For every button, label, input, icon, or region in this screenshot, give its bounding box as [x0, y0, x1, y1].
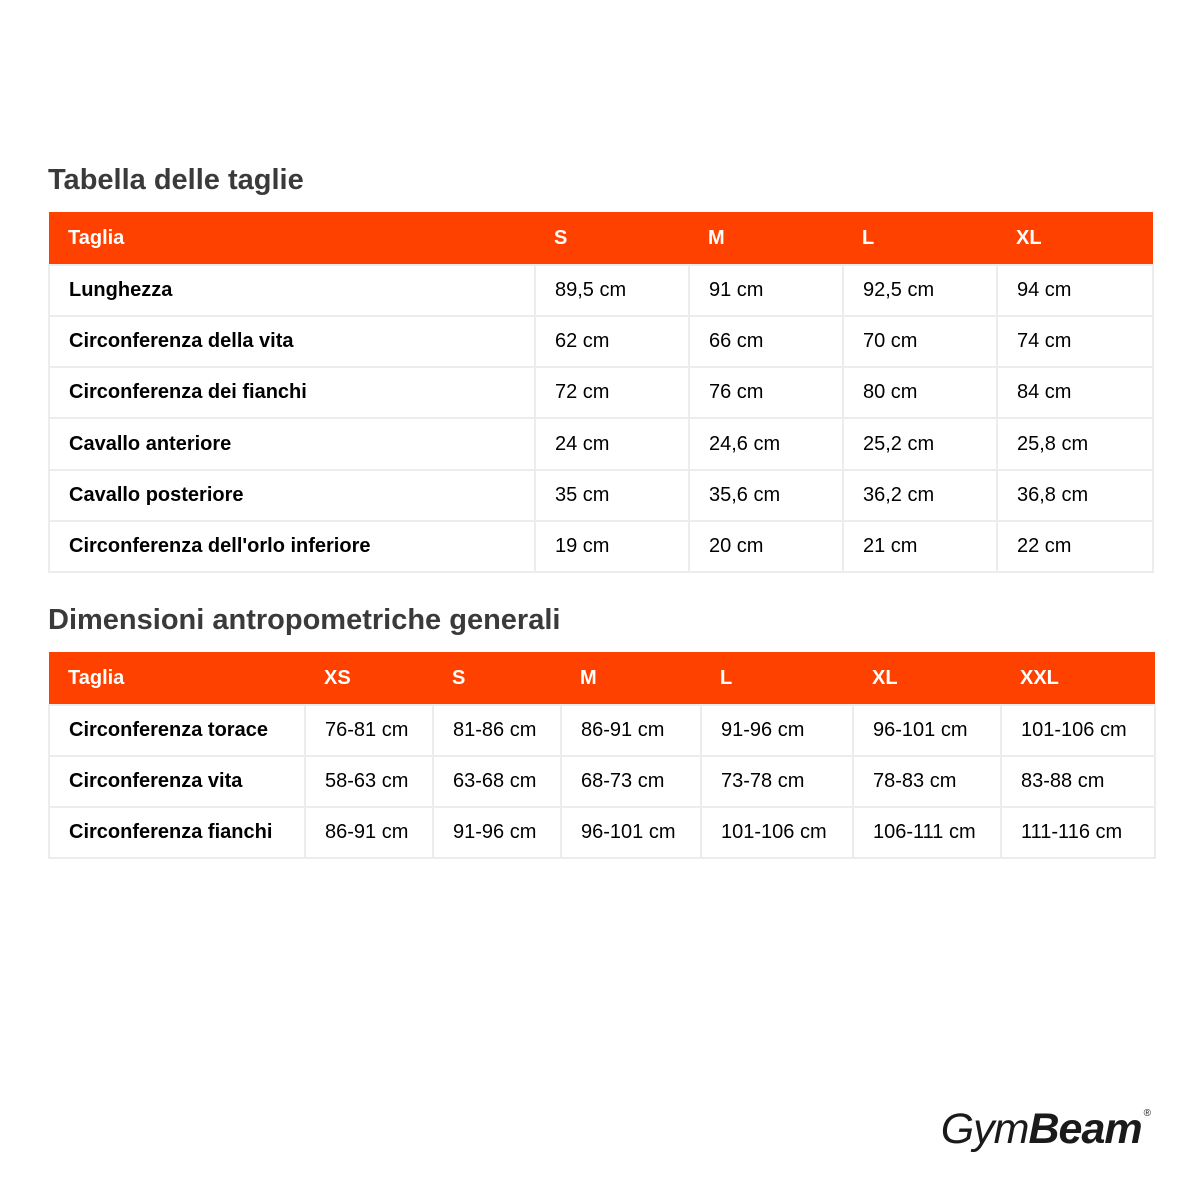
- table-cell: 24 cm: [535, 418, 689, 470]
- table-row: [49, 418, 1153, 470]
- table-cell: 24,6 cm: [689, 418, 843, 470]
- table-cell: 91-96 cm: [701, 705, 853, 756]
- table-cell: 73-78 cm: [701, 756, 853, 807]
- table-cell: 86-91 cm: [561, 705, 701, 756]
- table-cell: 76-81 cm: [305, 705, 433, 756]
- table-cell: 36,2 cm: [843, 470, 997, 521]
- table-cell: 91 cm: [689, 265, 843, 316]
- size-chart-table: [48, 212, 1154, 573]
- table-row: [49, 807, 1155, 858]
- table-cell: 35,6 cm: [689, 470, 843, 521]
- table-cell: 22 cm: [997, 521, 1153, 572]
- table-row: [49, 367, 1153, 418]
- table-cell: 62 cm: [535, 316, 689, 367]
- body-measurements-title: Dimensioni antropometriche generali: [48, 604, 561, 636]
- table-cell: 83-88 cm: [1001, 756, 1155, 807]
- table-cell: 106-111 cm: [853, 807, 1001, 858]
- row-label: Circonferenza della vita: [49, 316, 535, 367]
- table-cell: 101-106 cm: [701, 807, 853, 858]
- row-label: Cavallo anteriore: [49, 418, 535, 470]
- table-row: [49, 756, 1155, 807]
- table-cell: 91-96 cm: [433, 807, 561, 858]
- header-cell: XS: [305, 652, 433, 705]
- table-cell: 58-63 cm: [305, 756, 433, 807]
- table-cell: 96-101 cm: [561, 807, 701, 858]
- table-cell: 63-68 cm: [433, 756, 561, 807]
- table-cell: 80 cm: [843, 367, 997, 418]
- table-cell: 35 cm: [535, 470, 689, 521]
- table-cell: 86-91 cm: [305, 807, 433, 858]
- size-chart-title: Tabella delle taglie: [48, 164, 304, 196]
- table-header-row: [49, 652, 1155, 705]
- header-cell: M: [689, 212, 843, 265]
- table-cell: 36,8 cm: [997, 470, 1153, 521]
- table-cell: 74 cm: [997, 316, 1153, 367]
- table-cell: 20 cm: [689, 521, 843, 572]
- table-cell: 78-83 cm: [853, 756, 1001, 807]
- table-cell: 72 cm: [535, 367, 689, 418]
- header-cell: L: [843, 212, 997, 265]
- row-label: Circonferenza fianchi: [49, 807, 305, 858]
- table-cell: 92,5 cm: [843, 265, 997, 316]
- table-cell: 81-86 cm: [433, 705, 561, 756]
- table-cell: 68-73 cm: [561, 756, 701, 807]
- table-cell: 25,2 cm: [843, 418, 997, 470]
- header-cell: XL: [997, 212, 1153, 265]
- table-cell: 21 cm: [843, 521, 997, 572]
- row-label: Circonferenza torace: [49, 705, 305, 756]
- table-cell: 66 cm: [689, 316, 843, 367]
- row-label: Circonferenza vita: [49, 756, 305, 807]
- table-cell: 101-106 cm: [1001, 705, 1155, 756]
- header-cell: XXL: [1001, 652, 1155, 705]
- header-cell: S: [535, 212, 689, 265]
- table-row: [49, 521, 1153, 572]
- table-row: [49, 316, 1153, 367]
- header-cell: L: [701, 652, 853, 705]
- table-cell: 76 cm: [689, 367, 843, 418]
- header-cell: XL: [853, 652, 1001, 705]
- row-label: Circonferenza dell'orlo inferiore: [49, 521, 535, 572]
- table-header-row: [49, 212, 1153, 265]
- header-cell-size: Taglia: [49, 652, 305, 705]
- table-cell: 19 cm: [535, 521, 689, 572]
- row-label: Lunghezza: [49, 265, 535, 316]
- table-row: [49, 705, 1155, 756]
- header-cell: S: [433, 652, 561, 705]
- table-cell: 111-116 cm: [1001, 807, 1155, 858]
- table-cell: 89,5 cm: [535, 265, 689, 316]
- table-row: [49, 470, 1153, 521]
- table-cell: 70 cm: [843, 316, 997, 367]
- row-label: Circonferenza dei fianchi: [49, 367, 535, 418]
- gymbeam-logo: [941, 1100, 1150, 1160]
- logo-text-beam: Beam: [1028, 1105, 1142, 1153]
- table-cell: 96-101 cm: [853, 705, 1001, 756]
- registered-mark: ®: [1143, 1108, 1150, 1119]
- table-cell: 94 cm: [997, 265, 1153, 316]
- body-measurements-table: [48, 652, 1156, 859]
- table-cell: 25,8 cm: [997, 418, 1153, 470]
- header-cell: M: [561, 652, 701, 705]
- header-cell-size: Taglia: [49, 212, 535, 265]
- table-row: [49, 265, 1153, 316]
- row-label: Cavallo posteriore: [49, 470, 535, 521]
- table-cell: 84 cm: [997, 367, 1153, 418]
- logo-text-gym: Gym: [940, 1105, 1029, 1153]
